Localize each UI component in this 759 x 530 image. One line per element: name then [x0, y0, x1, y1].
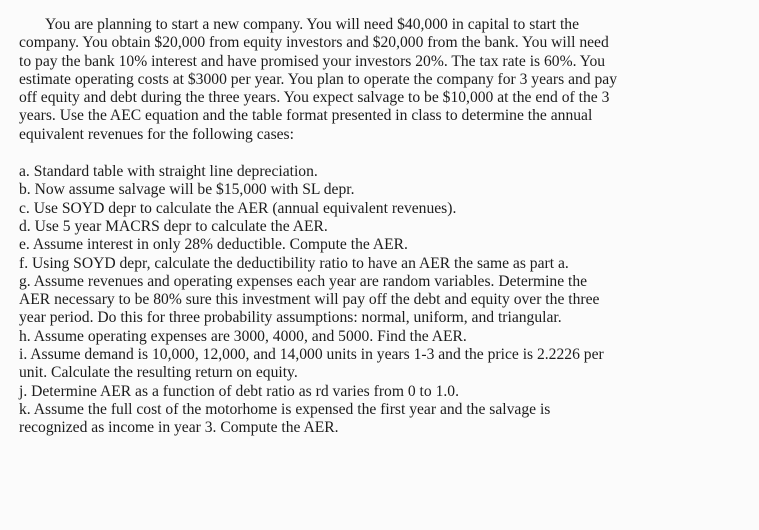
case-list — [19, 163, 749, 437]
case-item-k: k. Assume the full cost of the motorhome is expensed the first year and the salvage is recognized as income in year 3. Compute the AER. — [19, 400, 551, 437]
case-item-f: f. Using SOYD depr, calculate the deductibility ratio to have an AER the same as part a. — [19, 254, 569, 272]
problem-text — [19, 16, 749, 438]
case-item-g: g. Assume revenues and operating expenses each year are random variables. Determine the AER necessary to be 80% sure this investment will pay off the debt and equity over the three year period. Do this for three probability assumptions: normal, uniform, and triangular. — [19, 272, 600, 327]
case-item-a: a. Standard table with straight line depreciation. — [19, 163, 318, 181]
case-item-d: d. Use 5 year MACRS depr to calculate the AER. — [19, 217, 328, 235]
case-item-h: h. Assume operating expenses are 3000, 4000, and 5000. Find the AER. — [19, 327, 467, 345]
case-item-i: i. Assume demand is 10,000, 12,000, and 14,000 units in years 1-3 and the price is 2.2226 per unit. Calculate the resulting return on equity. — [19, 346, 604, 382]
problem-intro-paragraph: You are planning to start a new company. You will need $40,000 in capital to start the company. You obtain $20,000 from equity investors and $20,000 from the bank. You will need to pay the bank 10% interest and have promised your investors 20%. The tax rate is 60%. You estimate operating costs at $3000 per year. You plan to operate the company for 3 years and pay off equity and debt during the three years. You expect salvage to be $10,000 at the end of the 3 years. Use the AEC equation and the table format presented in class to determine the annual equivalent revenues for the following cases: — [19, 16, 618, 143]
case-item-j: j. Determine AER as a function of debt ratio as rd varies from 0 to 1.0. — [19, 382, 459, 400]
case-item-c: c. Use SOYD depr to calculate the AER (annual equivalent revenues). — [19, 199, 457, 217]
case-item-e: e. Assume interest in only 28% deductible. Compute the AER. — [19, 236, 408, 254]
case-item-b: b. Now assume salvage will be $15,000 with SL depr. — [19, 181, 355, 199]
